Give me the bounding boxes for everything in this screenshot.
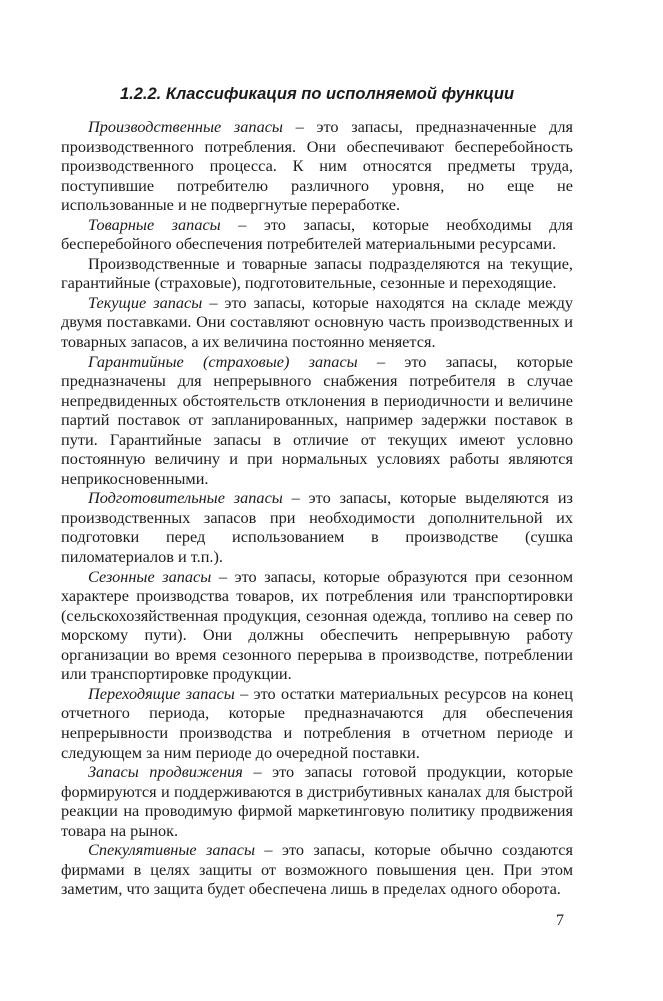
paragraph-promotion-stocks [61,762,573,840]
term-promotion-stocks: Запасы продвижения [88,762,243,782]
paragraph-carryover-stocks [61,684,573,762]
page-content [61,83,573,899]
term-seasonal-stocks: Сезонные запасы [88,566,212,586]
paragraph-text: – это запасы, которые выделяются из производственных запасов при необходимости дополнительной их подготовки перед использованием в производстве (сушка пиломатериалов и т.п.). [61,488,573,567]
page-number: 7 [556,912,564,929]
paragraph-text: – это запасы, которые находятся на складе между двумя поставками. Они составляют основную часть производственных и товарных запасов, а их величина постоянно меняется. [61,292,573,352]
paragraph-commodity-stocks [61,215,573,254]
paragraph-subdivision [61,254,573,293]
paragraph-text: – это запасы готовой продукции, которые формируются и поддерживаются в дистрибутивных каналах для быстрой реакции на проводимую фирмой маркетинговую политику продвижения товара на рынок. [61,762,574,840]
paragraph-text: – это запасы, которые предназначены для непрерывного снабжения потребителя в случае непредвиденных обстоятельств отклонения в периодичности и величине партий поставок от запланированных, например задержки поставок в пути. Гарантийные запасы в отличие от текущих имеют условно постоянную величину и при нормальных условиях работы являются неприкосновенными. [61,351,573,488]
paragraph-text: – это запасы, которые обычно создаются фирмами в целях защиты от возможного повышения цен. При этом заметим, что защита будет обеспечена лишь в пределах одного оборота. [61,840,573,899]
term-production-stocks: Производственные запасы [88,117,283,136]
paragraph-production-stocks [61,117,573,215]
paragraph-text: – это запасы, которые образуются при сезонном характере производства товаров, их потребления или транспортировки (сельскохозяйственная продукция, сезонная одежда, топливо на север по морскому пути). Они должны обеспечить непрерывную работу организации во время сезонного перерыва в производстве, потреблении или транспортировке продукции. [61,566,574,684]
paragraph-text: – это остатки материальных ресурсов на конец отчетного периода, которые предназначаются для обеспечения непрерывности производства и потребления в отчетном периоде и следующем за ним периоде до очередной поставки. [61,683,573,762]
paragraph-seasonal-stocks [61,567,573,684]
term-speculative-stocks: Спекулятивные запасы [88,840,256,860]
term-current-stocks: Текущие запасы [88,292,203,312]
term-commodity-stocks: Товарные запасы [88,214,221,234]
paragraph-safety-stocks [61,352,573,489]
paragraph-preparatory-stocks [61,488,573,566]
term-safety-stocks: Гарантийные (страховые) запасы [88,351,358,371]
term-carryover-stocks: Переходящие запасы [88,683,235,703]
paragraph-speculative-stocks [61,840,573,899]
paragraph-text: – это запасы, которые необходимы для бесперебойного обеспечения потребителей материальными ресурсами. [61,214,573,254]
paragraph-current-stocks [61,293,573,352]
paragraph-text: Производственные и товарные запасы подразделяются на текущие, гарантийные (страховые), подготовительные, сезонные и переходящие. [61,253,573,293]
term-preparatory-stocks: Подготовительные запасы [88,488,283,508]
paragraph-text: – это запасы, предназначенные для производственного потребления. Они обеспечивают бесперебойность производственного процесса. К ним относятся предметы труда, поступившие потребителю различного уровня, но еще не использованные и не подвергнутые переработке. [61,117,573,215]
section-heading: 1.2.2. Классификация по исполняемой функции [119,85,515,103]
